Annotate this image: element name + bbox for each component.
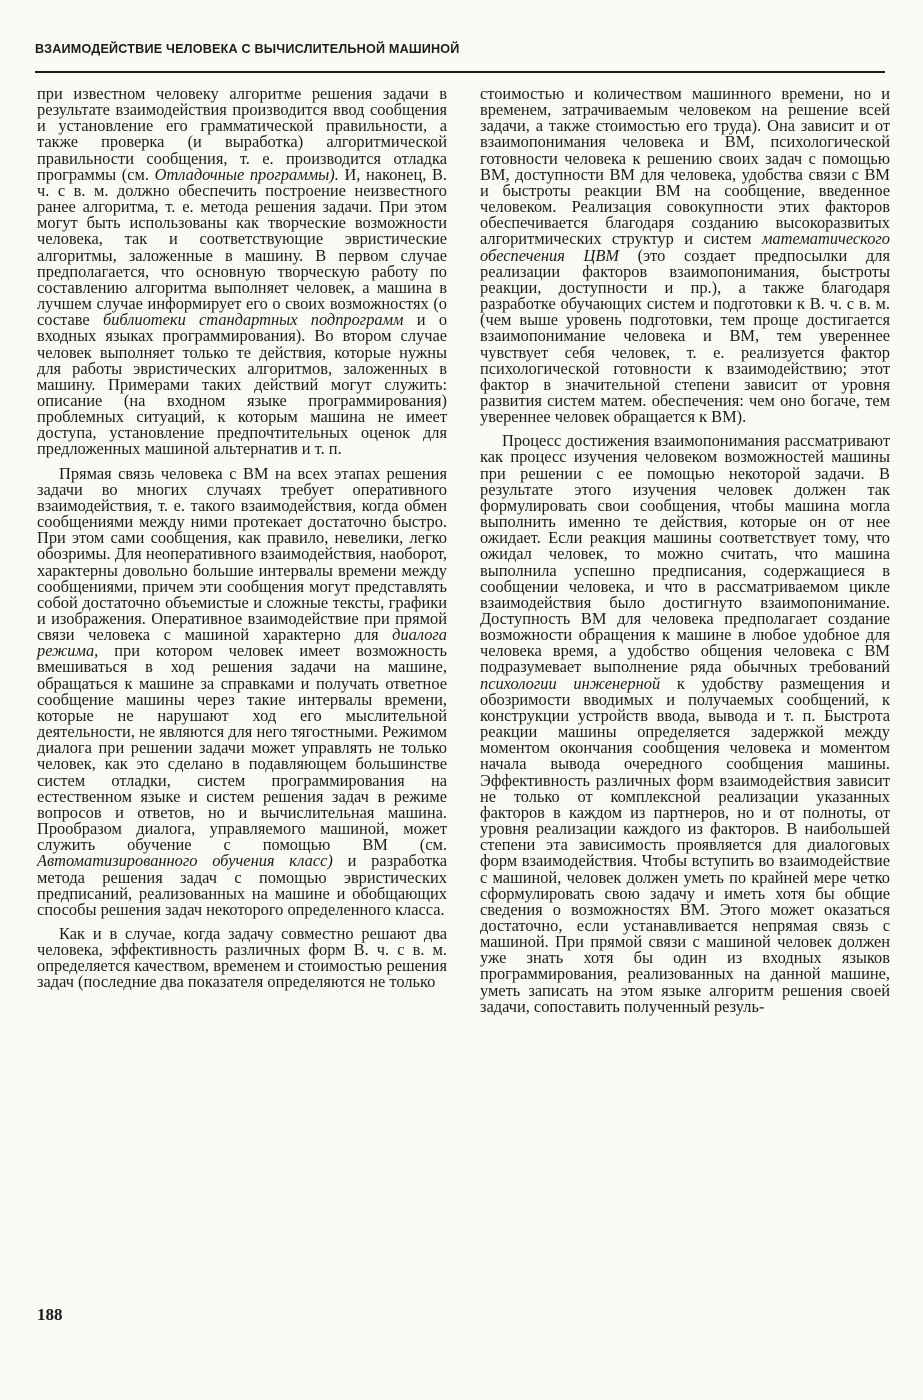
right-column xyxy=(480,86,890,1015)
term-link: Отладочные программы). xyxy=(154,164,339,184)
text-run: к удобству размещения и обозримости вводимых и получаемых сообщений, к конструкции устройств ввода, вывода и т. п. Быстрота реакции машины определяется задержкой между моментом окончания сообщения человека и моментом начала вывода очередного сообщения машины. Эффективность различных форм взаимодействия зависит не только от комплексной реализации указанных факторов в каждом из партнеров, но и от полноты, от уровня реализации каждого из факторов. В наибольшей степени эта зависимость проявляется для диалоговых форм взаимодействия. Чтобы вступить во взаимодействие с машиной, человек должен уметь по крайней мере четко сформулировать свою задачу и иметь хотя бы общие сведения о возможностях ВМ. Этого может оказаться достаточно, если устанавливается непрямая связь с машиной. При прямой связи с машиной человек должен уже знать хотя бы один из входных языков программирования, реализованных на данной машине, уметь записать на этом языке алгоритм решения своей задачи, сопоставить полученный резуль- xyxy=(480,673,891,1016)
paragraph xyxy=(37,86,447,458)
header-rule xyxy=(35,71,885,73)
paragraph xyxy=(480,86,890,425)
term-link: психологии инженерной xyxy=(480,673,661,693)
text-run: Как и в случае, когда задачу совместно решают два человека, эффективность различных форм В. ч. с в. м. определяется качеством, временем и стоимостью решения задач (последние два показателя определяются не только xyxy=(37,923,447,992)
text-run: при котором человек имеет возможность вмешиваться в ход решения задачи на машине, обращаться к машине за справками и получать ответное сообщение машины через такие интервалы времени, которые не нарушают ход его мыслительной деятельности, не являются для него тягостными. Режимом диалога при решении задачи может управлять не только человек, как это сделано в подавляющем большинстве систем отладки, систем программирования на естественном языке и систем решения задач в режиме вопросов и ответов, но и вычислительная машина. Прообразом диалога, управляемого машиной, может служить обучение с помощью ВМ (см. xyxy=(37,641,447,855)
text-run: Процесс достижения взаимопонимания рассматривают как процесс изучения человеком возможностей машины при решении с ее помощью некоторой задачи. В результате этого изучения человек должен так формулировать свои сообщения, чтобы машина могла выполнить именно те действия, которые он от нее ожидает. Если реакция машины соответствует тому, что ожидал человек, то можно считать, что машина выполнила успешно предписания, содержащиеся в сообщении человека, и что в рассматриваемом цикле взаимодействия было достигнуто взаимопонимание. Доступность ВМ для человека предполагает создание возможности обращения к машине в любое удобное для человека время, а удобство общения человека с ВМ подразумевает выполнение ряда обычных требований xyxy=(480,431,890,677)
term-link: Автоматизированного обучения класс) xyxy=(37,851,333,871)
left-column xyxy=(37,86,447,991)
paragraph xyxy=(480,433,890,1015)
running-header: ВЗАИМОДЕЙСТВИЕ ЧЕЛОВЕКА С ВЫЧИСЛИТЕЛЬНОЙ МАШИНОЙ xyxy=(35,42,460,56)
text-run: стоимостью и количеством машинного времени, но и временем, затрачиваемым человеком на решение всей задачи, а также стоимостью его труда). Она зависит и от взаимопонимания человека и ВМ, психологической готовности человека к решению своих задач с помощью ВМ, доступности ВМ для человека, удобства связи с ВМ и быстроты реакции ВМ на сообщение, введенное человеком. Реализация совокупности этих факторов обеспечивается благодаря созданию высокоразвитых алгоритмических структур и систем xyxy=(480,84,890,249)
term-link: диалога режима, xyxy=(37,625,447,661)
page-number: 188 xyxy=(37,1305,63,1324)
paragraph xyxy=(37,463,447,919)
text-run: и разработка метода решения задач с помощью эвристических предписаний, реализованных на машине и обобщающих способы решения задач некоторого определенного класса. xyxy=(37,851,447,919)
text-run: (это создает предпосылки для реализации факторов взаимопонимания, быстроты реакции, доступности и пр.), а также благодаря разработке обучающих систем и подготовки к В. ч. с в. м. (чем выше уровень подготовки, тем проще достигается взаимопонимание человека и ВМ, тем увереннее чувствует себя человек, т. е. реализуется фактор психологической готовности к взаимодействию; этот фактор в значительной степени зависит от уровня развития систем матем. обеспечения: чем оно богаче, тем увереннее человек обращается к ВМ). xyxy=(480,245,890,427)
text-run: И, наконец, В. ч. с в. м. должно обеспечить построение неизвестного ранее алгоритма, т. е. метода решения задачи. При этом могут быть использованы как творческие возможности человека, так и соответствующие эвристические алгоритмы, заложенные в машину. В первом случае предполагается, что основную творческую работу по составлению алгоритма выполняет человек, а машина в лучшем случае информирует его о своих возможностях (о составе xyxy=(37,164,447,330)
term-link: библиотеки стандартных подпрограмм xyxy=(102,310,404,330)
text-run: при известном человеку алгоритме решения задачи в результате взаимодействия производится ввод сообщения и установление его грамматической правильности, а также проверка (и выработка) алгоритмической правильности сообщения, т. е. производится отладка программы (см. xyxy=(37,84,447,184)
text-run: и о входных языках программирования). Во втором случае человек выполняет только те действия, которые нужны для работы эвристических алгоритмов, заложенных в машину. Примерами таких действий могут служить: описание (на входном языке программирования) проблемных ситуаций, к которым машина не имеет доступа, установление предпочтительных оценок для предложенных машиной альтернатив и т. п. xyxy=(37,310,448,459)
paragraph xyxy=(37,923,447,992)
text-run: Прямая связь человека с ВМ на всех этапах решения задачи во многих случаях требует оперативного взаимодействия, т. е. такого взаимодействия, когда обмен сообщениями между ними протекает достаточно быстро. При этом сами сообщения, как правило, невелики, легко обозримы. Для неоперативного взаимодействия, наоборот, характерны довольно большие интервалы времени между сообщениями, причем эти сообщения могут представлять собой достаточно объемистые и сложные тексты, графики и изображения. Оперативное взаимодействие при прямой связи человека с машиной характерно для xyxy=(37,463,447,645)
term-link: математического обеспечения ЦВМ xyxy=(480,229,890,265)
